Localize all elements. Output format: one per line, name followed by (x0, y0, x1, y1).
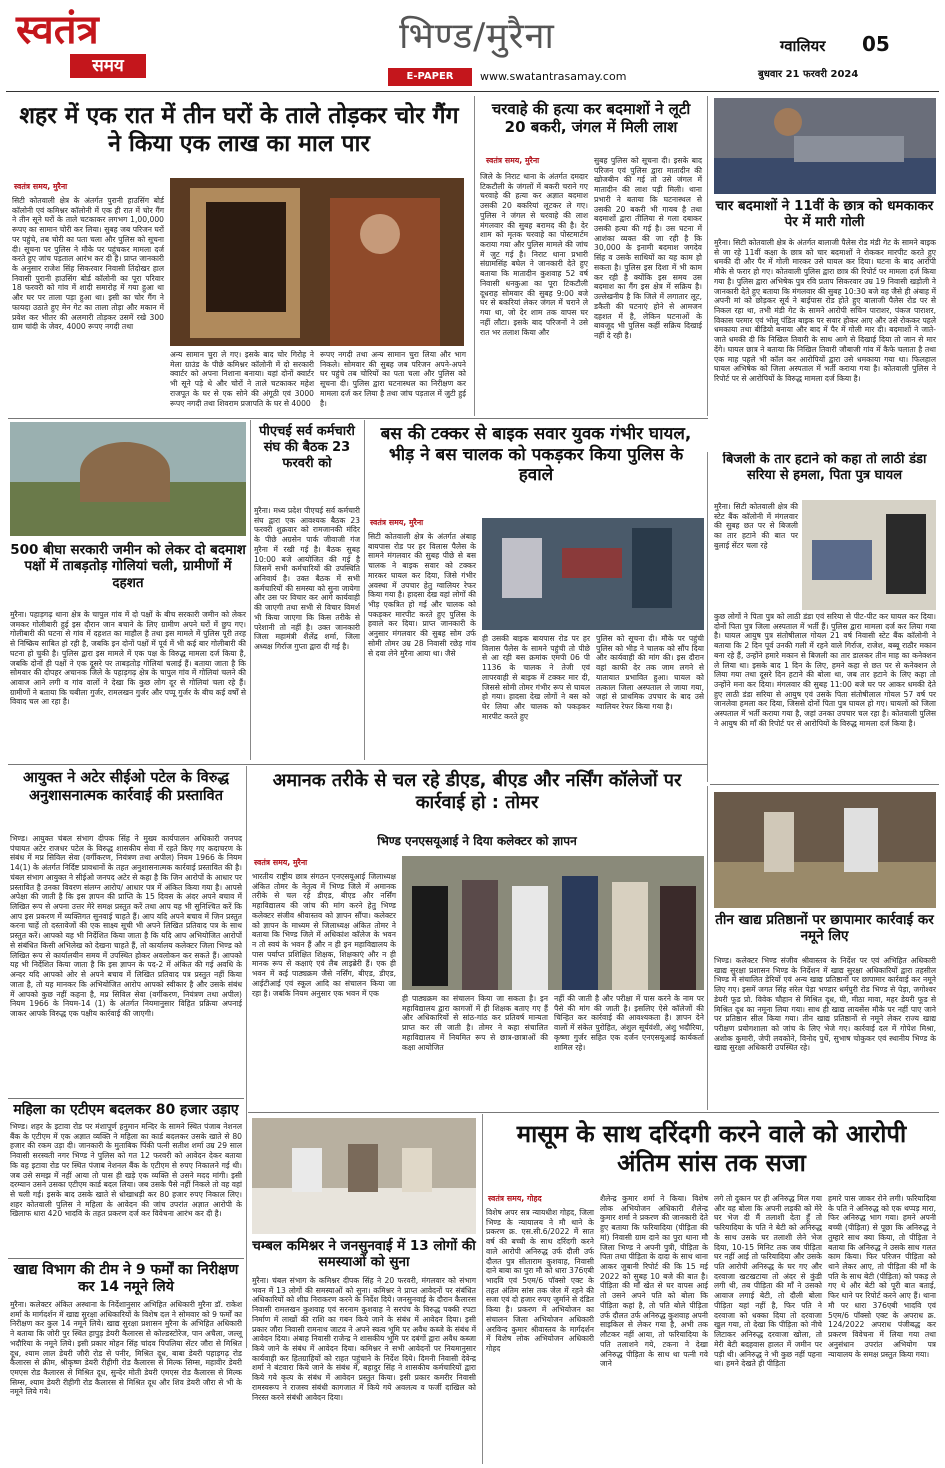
nsui-col-3: नहीं की जाती है और परीक्षा में पास करने के नाम पर पैसे की मांग की जाती है। इसलिए ऐसे कॉलेजों की चिन्हित कर कार्रवाई की आवश्यकता है। ज्ञापन देने वालों में संकेत पुरोहित, अंशुल सूर्यवंशी, अंशु भदौरिया, कृष्णा गुर्जर सहित एक दर्जन एनएसयूआई कार्यकर्ता शामिल रहे। (554, 994, 704, 1052)
headline-commissioner-hearing: चम्बल कमिश्नर ने जनसुनवाई में 13 लोगों की समस्याओं को सुना (252, 1238, 476, 1271)
story-commissioner-hearing (248, 1114, 480, 1464)
headline-food-firms: खाद्य विभाग की टीम ने 9 फर्मों का निरीक्षण कर 14 नमूने लिये (13, 1262, 239, 1296)
story-student-shot (710, 96, 939, 450)
land-firing-text: मुरैना। पहाड़गढ़ थाना क्षेत्र के चापुल गांव में दो पक्षों के बीच सरकारी जमीन को लेकर जमकर गोलीबारी हुई इस दौरान जान बचाने के लिए ग्रामीण अपने घरों में छुप गए। गोलीबारी की घटना से गांव में दहशत का माहौल है तथा इस मामले में पुलिस पूरी तरह से निष्क्रिय साबित हो रही है, जबकि इन दोनों पक्षों में पूर्व में भी कई बार गोलीबारी की घटना हो चुकी है। पुलिस द्वारा इस मामले में एक पक्ष के विरुद्ध मामला दर्ज किया है, जबकि दोनों ही पक्षों ने एक दूसरे पर ताबड़तोड़ गोलियां चलाई हैं। बताया जाता है कि सोमवार की दोपहर अचानक जिले के पहाड़गढ़ क्षेत्र के चापुल गांव में गोलियां चलने की आवाज आने लगी व गांव वालों ने देखा कि कुछ लोग दूर से गोलियां चला रहे हैं। ग्रामीणों ने बताया कि चबीला गुर्जर, रामलखन गुर्जर और पप्पू गुर्जर के बीच कई वर्षों से विवाद चल आ रहा है। (10, 610, 246, 707)
ceo-action-text: भिण्ड। आयुक्त चंबल संभाग दीपक सिंह ने मुख्य कार्यपालन अधिकारी जनपद पंचायत अटेर राजधर पटेल के विरुद्ध शासकीय सेवा में रहते किए गए कदाचरण के संबंध में मप्र सिविल सेवा (वर्गीकरण, नियंत्रण तथा अपील) नियम 1966 के नियम 14(1) के अंतर्गत निर्दिष्ट प्रावधानों के तहत अनुशासनात्मक कार्रवाई प्रस्तावित की है। चंबल संभाग आयुक्त ने सीईओ जनपद अटेर से कहा है कि जिन आरोपों के आधार पर प्रस्तावित है उनका विवरण संलग्न आरोप/ आधार पत्र में अंकित किया गया है। आपसे अपेक्षा की जाती है कि इस ज्ञापन की प्राप्ति के 15 दिवस के अंदर अपने बचाव में लिखित रूप से अपना उत्तर मेरे समक्ष प्रस्तुत करें तथा आप यह भी सुनिश्चित करें कि आप इस प्रकरण में व्यक्तिगत सुनवाई चाहते हैं। आप यदि अपने बचाव में जिन प्रस्तुत करना चाहें तो दस्तावेजों की एक साक्ष्य सूची भी अपने लिखित प्रतिवाद पत्र के साथ प्रस्तुत करें। आपको यह भी निर्देशित किया जाता है कि यदि आप अभियोजित आरोपों से संबंधित किसी अभिलेख को देखना चाहते हैं, तो कार्यालय कलेक्टर जिला भिण्ड को लिखित रूप से कार्यालयीन समय में उपस्थित होकर अवलोकन कर सकते हैं। आपको यह भी निर्देशित किया जाता है कि इस ज्ञापन के पद-2 में अंकित की गई अवधि के अन्दर यदि आपको ओर से अपने बचाव में लिखित प्रतिवाद पत्र प्रस्तुत नहीं किया जाता है, तो यह मानकर कि अभियोजित आरोप आपको स्वीकार है और उसके संबंध में आपको कुछ नहीं कहना है, मप्र सिविल सेवा (वर्गीकरण, नियंत्रण तथा अपील) नियम 1966 के नियम-14 (1) के अंतर्गत नियमानुसार विहित प्रक्रिया अपनाई जाकर आपके विरुद्ध एक पक्षीय कार्रवाई की जाएगी। (10, 834, 243, 1018)
nsui-col-1: भारतीय राष्ट्रीय छात्र संगठन एनएसयूआई जिलाध्यक्ष अंकित तोमर के नेतृत्व में भिण्ड जिले में अमानक तरीके से चल रहे डीएड, बीएड और नर्सिंग महाविद्यालय की जांच की मांग करने हेतु भिण्ड कलेक्टर संजीव श्रीवास्तव को ज्ञापन सौंपा। कलेक्टर को ज्ञापन के माध्यम से जिलाध्यक्ष अंकित तोमर ने बताया कि भिण्ड जिले में अधिकांश कॉलेज के भवन न तो स्वयं के भवन हैं और न ही इन महाविद्यालय के पास पर्याप्त प्रशिक्षित शिक्षक, शिक्षकाएं और न ही मानक रूप से कक्षाएं एवं लैब लाइब्रेरी हैं। एक ही भवन में कई पाठ्यक्रम जैसे नर्सिंग, बीएड, डीएड, आईटीआई एवं स्कूल आदि का संचालन किया जा रहा है। जबकि नियम अनुसार एक भवन में एक (252, 872, 396, 998)
bus-accident-col-1: सिटी कोतवाली क्षेत्र के अंतर्गत अंबाह बायपास रोड पर हर विलास पैलेस के सामने मंगलवार की सुबह पीछे से बस चालक ने बाइक सवार को टक्कर मारकर घायल कर दिया, जिसे गंभीर अवस्था में उपचार हेतु ग्वालियर रेफर किया गया है। हादसा देख वहां लोगों की भीड़ एकत्रित हो गई और चालक को पकड़कर मारपीट करते हुए पुलिस के हवाले कर दिया। प्राप्त जानकारी के अनुसार मंगलवार की सुबह सोम उर्फ सोमी तोमर उम्र 28 निवासी रछेड़ गांव से दवा लेने मुरैना आया था। जैसे (368, 532, 476, 658)
atm-fraud-text: भिण्ड। शहर के इटावा रोड पर मंशापूर्ण हनुमान मन्दिर के सामने स्थित पंजाब नेशनल बैंक के एटीएम में एक अज्ञात व्यक्ति ने महिला का कार्ड बदलकर उसके खाते से 80 हजार की रकम उड़ा दी। जानकारी के मुताबिक पिंकी पत्नी सतीश शर्मा उम्र 29 साल निवासी सरस्वती नगर भिण्ड ने पुलिस को गत 12 फरवरी को आवेदन देकर बताया कि वह इटावा रोड पर स्थित पंजाब नेशनल बैंक के एटीएम से रुपए निकालने गई थी। जब उसे समझ में नहीं आया तो पास ही खड़े एक व्यक्ति से उसने मदद मांगी। इसी दरम्यान उसने उसका एटीएम कार्ड बदल लिया। जब उसके पैसे नहीं निकले तो वह वहां से चली गई। इसके बाद उसके खाते से धोखाधड़ी कर 80 हजार रुपए निकाल लिए। शहर कोतवाली पुलिस ने महिला के आवेदन की जांच उपरांत अज्ञात आरोपी के खिलाफ धारा 420 भादवि के तहत प्रकरण दर्ज कर विवेचना आरंभ कर दी है। (10, 1122, 242, 1219)
byline: स्वतंत्र समय, मुरैना (486, 156, 540, 165)
story-ceo-action (8, 766, 244, 1096)
story-wire-assault (710, 452, 939, 782)
student-photo (714, 98, 936, 194)
food-raid-text: भिण्ड। कलेक्टर भिण्ड संजीव श्रीवास्तव के निर्देश पर एवं अभिहित अधिकारी खाद्य सुरक्षा प्रशासन भिण्ड के निर्देशन में खाद्य सुरक्षा अधिकारियों द्वारा तहसील भिण्ड में संचालित डेरियों एवं अन्य खाद्य प्रतिष्ठानों पर छापामार कार्रवाई कर नमूने लिए गए। इसमें जगत सिंह संरेल पेड़ा भण्डार धर्मपुरी रोड भिण्ड से पेड़ा, जगोश्वर डेयरी फूड प्रो. विवेक चौहान से मिश्रित दूध, घी, मीठा मावा, महर डेयरी फूड से मिश्रित दूध का नमूना लिया गया। साथ ही खाद्य लायसेंस मौके पर नहीं पाए जाने पर प्रतिष्ठान सील किया गया। तीन खाद्य प्रतिष्ठानों से नमूने लेकर राज्य खाद्य परीक्षण प्रयोगशाला को जांच के लिए भेजे गए। कार्रवाई दल में गोपेश मिश्रा, अशोक कुमारी, जेपी लवकोने, विनोद पुर्थे, सुभाष चोकुकर एवं स्थानीय भिण्ड के खाद्य सुरक्षा अधिकारी उपस्थित रहे। (714, 956, 936, 1053)
section-title-box (372, 8, 582, 66)
hearing-photo (252, 1118, 476, 1234)
headline-atm-fraud: महिला का एटीएम बदलकर 80 हजार उड़ाए (13, 1102, 239, 1118)
food-firms-text: मुरैना। कलेक्टर अंकित अस्थाना के निर्देशानुसार अभिहित अधिकारी मुरैना डॉ. राकेश शर्मा के मार्गदर्शन में खाद्य सुरक्षा अधिकारियों के विशेष दल ने सोमवार को 9 फर्मों का निरीक्षण कर कुल 14 नमूने लिये। खाद्य सुरक्षा प्रशासन मुरैना के अभिहित अधिकारी ने बताया कि जोरी पुर स्थित हापुड़ डेयरी कैलारस से कोल्डस्टोरेज, पान अचैला, जल्लू भदौरिया के नमूने लिये। इसी प्रकार मोहन सिंह चांदव पिपलिया सेंटर जौरा से मिश्रित दूध, श्याम लाल डेयरी जौरी रोड से पनीर, मिश्रित दूध, बाबा डेयरी पहाड़गढ़ रोड कैलारस से क्रीम, श्रीकृष्ण डेयरी रीहीगी रोड कैलारस से मिल्क सिम्स, महावीर डेयरी एमएस रोड कैलारस से मिश्रित दूध, सुन्देर मोती डेयरी एमएस रोड कैलारस से मिल्क सिम्स, श्याम डेयरी रीहीगी रोड कैलारस से मिश्रित दूध और शिव डेयरी जौरा से भी के नमूने लिये गये। (10, 1300, 242, 1397)
divider (707, 96, 708, 416)
byline: स्वतंत्र समय, मुरैना (254, 858, 308, 867)
divider (710, 784, 939, 785)
divider (8, 1258, 244, 1259)
land-photo (10, 422, 246, 536)
divider (482, 1114, 483, 1464)
headline-life-sentence: मासूम के साथ दरिंदगी करने वाले को आरोपी अंतिम सांस तक सजा (516, 1120, 907, 1178)
headline-nsui-colleges: अमानक तरीके से चल रहे डीएड, बीएड और नर्सिंग कॉलेजों पर कार्रवाई हो : तोमर (272, 770, 682, 813)
commissioner-hearing-text: मुरैना। चंबल संभाग के कमिश्नर दीपक सिंह ने 20 फरवरी, मंगलवार को संभाग भवन में 13 लोगों की समस्याओं को सुना। कमिश्नर ने प्राप्त आवेदनों पर संबंधित अधिकारियों को शीघ्र निराकरण करने के निर्देश दिये। जनसुनवाई के दौरान कैलारस निवासी रामलखन कुशवाह एवं सरनाम कुशवाह ने सरपंच के विरुद्ध पक्की रपटा निर्माण में लाखों की राशि का गबन किये जाने के संबंध में आवेदन दिया। इसी प्रकार जौरा निवासी रामनाथ जाटव ने अपने स्वत्व भूमि पर अवैध कब्जे के संबंध में आवेदन दिया। अंबाह निवासी राजेन्द्र ने शासकीय भूमि पर दबंगों द्वारा अवैध कब्जा किये जाने के संबंध में आवेदन दिया। कमिश्नर ने सभी आवेदनों पर नियमानुसार कार्यवाही कर हितग्राहियों को राहत पहुंचाने के निर्देश दिये। दिमनी निवासी देवेन्द्र शर्मा ने बंटवारा किये जाने के संबंध में, बहादुर सिंह ने शासकीय कर्मचारियों द्वारा किये गये कृत्य के संबंध में आवेदन प्रस्तुत किया। इसी प्रकार कमरीर निवासी रामस्वरूप ने राजस्व संबंधी कागजात में किये गये अवलत्य व फर्जी दाखिल को निरस्त करने संबंधी आवेदन दिया। (252, 1276, 476, 1402)
headline-food-raid: तीन खाद्य प्रतिष्ठानों पर छापामार कार्रवाई कर नमूने लिए (715, 912, 934, 945)
story-shepherd (478, 96, 704, 416)
bus-accident-photo (482, 518, 704, 630)
byline: स्वतंत्र समय, मुरैना (370, 518, 424, 527)
story-bus-accident (366, 420, 706, 760)
divider (474, 96, 475, 416)
phe-meeting-text: मुरैना। मध्य प्रदेश पीएचई सर्व कर्मचारी संघ द्वारा एक आवश्यक बैठक 23 फरवरी शुक्रवार को रामजानकी मंदिर के पीछे अग्रसेन पार्क जीवाजी गंज मुरैना में रखी गई है। बैठक सुबह 10:00 बजे आयोजित की गई है जिसमें सभी कर्मचारियों की उपस्थिति अनिवार्य है। उक्त बैठक में सभी कर्मचारियों की समस्या को सुना जायेगा और उस पर विचार कर आगे कार्यवाही की जाएगी तथा सभी से विचार विमर्श भी किया जाएगा कि किस तरीके से परेशानी तो नहीं है। उक्त जानकारी जिला महामंत्री शैलेंद्र शर्मा, जिला अध्यक्ष गिर्राज गुप्ता द्वारा दी गई है। (254, 506, 360, 652)
bus-accident-col-3: पुलिस को सूचना दी। मौके पर पहुंची पुलिस को भीड़ ने चालक को सौंप दिया और कार्यवाही की मांग की। इस दौरान वहां काफी देर तक जाम लगने से यातायात प्रभावित हुआ। घायल को तत्काल जिला अस्पताल ले जाया गया, जहां से प्राथमिक उपचार के बाद उसे ग्वालियर रेफर किया गया है। (596, 634, 704, 712)
section-title: भिण्ड/मुरैना (399, 16, 555, 57)
life-sentence-col-1: विशेष अपर सत्र न्यायधीश गोहद, जिला भिण्ड के न्यायालय ने मौ थाने के प्रकरण क्र. एस.सी.6/2022 में सात वर्ष की बच्ची के साथ दरिंदगी करने वाले आरोपी अनिरुद्ध उर्फ दौली उर्फ दौलत पुत्र सीताराम कुशवाह, निवासी दाने बाबा का पुरा मौ को धारा 376एबी भादवि एवं 5एम/6 पॉक्सो एक्ट के तहत अंतिम सांस तक जेल में रहने की सजा एवं दो हजार रुपए जुर्माने से दंडित किया है। प्रकरण में अभियोजन का संचालन जिला अभियोजन अधिकारी अरविन्द कुमार श्रीवास्तव के मार्गदर्शन में विशेष लोक अभियोजन अधिकारी गोहद (486, 1208, 594, 1354)
divider (250, 420, 251, 760)
story-burglary (8, 96, 470, 416)
burglary-photo (170, 178, 464, 346)
edition-box (750, 30, 930, 88)
divider (707, 786, 708, 1110)
subhead-nsui-colleges: भिण्ड एनएसयूआई ने दिया कलेक्टर को ज्ञापन (377, 834, 577, 848)
headline-student-shot: चार बदमाशों ने 11वीं के छात्र को धमकाकर पेर में मारी गोली (715, 198, 934, 231)
epaper-badge: E-PAPER (388, 68, 472, 86)
student-shot-text: मुरैना। सिटी कोतवाली क्षेत्र के अंतर्गत बालाजी पैलेस रोड मंडी गेट के सामने बाइक से जा रहे 11वीं कक्षा के छात्र को चार बदमाशों ने रोककर मारपीट करते हुए धमकी दी और पैर में गोली मारकर उसे घायल कर दिया। घटना के बाद आरोपी मौके से फरार हो गए। कोतवाली पुलिस द्वारा छात्र की रिपोर्ट पर मामला दर्ज किया गया है। पुलिस द्वारा अभिषेक पुत्र रवि प्रताप सिकरवार उम्र 19 निवासी खड़ोली ने जानकारी देते हुए बताया कि मंगलवार की सुबह 10:30 बजे वह जैसे ही अंबाह में अपनी मां को छोड़कर सूर्य ने बाईपास रोड होते हुए बालाजी पैलेस रोड पर से निकल रहा था, तभी मंडी गेट के सामने आरोपी सचिन पाराशर, पंकज पाराशर, विकास परमार एवं भोलू पंडित बाइक पर सवार होकर आए और उसे रोककर पहले धमकाया तथा बीडियो बनाया और बाद में पैर में गोली मार दी। बदमाशों ने जाते-जाते धमकी दी कि निखिल तिवारी के साथ आगे से दिखाई दिया तो जान से मार देंगे। घायल छात्र ने बताया कि निखिल तिवारी जौबाजी गांव में कैफे चलाता है तथा एक माह पहले भी कॉल कर आरोपियों द्वारा उसे धमकाया गया था। फिलहाल घायल अभिषेक को जिला अस्पताल में भर्ती कराया गया है। कोतवाली पुलिस ने रिपोर्ट पर से आरोपियों के विरुद्ध मामला दर्ज किया है। (714, 238, 936, 384)
headline-burglary: शहर में एक रात में तीन घरों के ताले तोड़कर चोर गैंग ने किया एक लाख का माल पार (19, 103, 459, 158)
shepherd-col-1: जिले के निराट थाना के अंतर्गत दमदार टिकटौली के जंगलों में बकरी चराने गए चरवाहे की हत्या कर अज्ञात बदमाश उसकी 20 बकरियां लूटकर ले गए। पुलिस ने जंगल से चरवाहे की लाश मंगलवार की सुबह बरामद की है। देर शाम को मृतक चरवाहे का पोस्टमार्टम कराया गया और पुलिस मामले की जांच में जुट गई है। निराट थाना प्रभारी संग्रामसिंह बघेल ने जानकारी देते हुए बताया कि मातादीन कुशवाह 52 वर्ष निवासी धनकुआ का पूरा टिकटौली दूधराह सोमवार की सुबह 9:00 बजे घर से बकरियां लेकर जंगल में चराने ले गया था, जो देर शाम तक वापस घर नहीं लौटा। इसके बाद परिजनों ने उसे रात भर तलाश किया और (480, 172, 588, 337)
life-sentence-col-2: शैलेन्द्र कुमार शर्मा ने किया। विशेष लोक अभियोजन अधिकारी शैलेन्द्र कुमार शर्मा ने प्रकरण की जानकारी देते हुए बताया कि फरियादिया (पीड़िता की मां) निवासी ग्राम दाने का पुरा थाना मौ जिला भिण्ड ने अपनी पुत्री, पीड़िता के पिता तथा पीड़िता के दादा के साथ थाना आकर जुबानी रिपोर्ट की कि 15 मई 2022 को सुबह 10 बजे की बात है। पीड़िता की माँ खेत से घर वापस आई तो उसने अपने पति को बोला कि पीड़िता कहां है, तो पति बोले पीड़िता उर्फ दौलत उर्फ अनिरुद्ध कुशवाह अपनी साइकिल से लेकर गया है, अभी तक लौटकर नहीं आया, तो फरियादिया के पति तलाशने गये, टकना ने देखा अनिरुद्ध पीड़िता के साथ था पत्नी गवे जाने (600, 1194, 708, 1369)
headline-phe-meeting: पीएचई सर्व कर्मचारी संघ की बैठक 23 फरवरी को (259, 424, 355, 471)
divider (8, 764, 708, 765)
headline-wire-assault: बिजली के तार हटाने को कहा तो लाठी डंडा सरिया से हमला, पिता पुत्र घायल (722, 452, 927, 483)
bus-accident-col-2: ही उसकी बाइक बायपास रोड पर हर विलास पैलेस के सामने पहुंची तो पीछे से आ रही बस क्रमांक एमपी 06 पी 1136 के चालक ने तेजी एवं लापरवाही से बाइक में टक्कर मार दी, जिससे सोमी तोमर गंभीर रूप से घायल हो गया। हादसा देख लोगों ने बस को घेर लिया और चालक को पकड़कर मारपीट करते हुए (482, 634, 590, 721)
burglary-col-1: सिटी कोतवाली क्षेत्र के अंतर्गत पुरानी हाउसिंग बोर्ड कॉलोनी एवं कमिश्नर कॉलोनी में एक ही रात में चोर गैंग ने तीन सूने घरों के ताले चटकाकर लगभग 1,00,000 रूपए का सामान चोरी कर लिया। सुबह जब परिजन घरों पर पहुंचे, तब चोरी का पता चला और पुलिस को सूचना दी। सूचना पर पुलिस ने मौके पर पहुंचकर मामला दर्ज करते हुए जांच पड़ताल आरंभ कर दी है। प्राप्त जानकारी के अनुसार राजेश सिंह सिकरवार निवासी तिंदोखर हाल निवासी पुरानी हाउसिंग बोर्ड कॉलोनी का पूरा परिवार 18 फरवरी को गांव में शादी समारोह में गया हुआ था और घर पर ताला पड़ा हुआ था। इसी का चोर गैंग ने फायदा उठाते हुए मेन गेट का ताला तोड़ा और मकान में प्रवेश कर भीतर की अलमारी तोड़कर उसमें रखे 300 ग्राम चांदी के जेवर, 4000 रूपए नगदी तथा (12, 196, 164, 332)
wire-assault-photo (802, 500, 936, 610)
site-url[interactable]: www.swatantrasamay.com (480, 70, 627, 83)
divider (8, 1098, 244, 1099)
masthead-rule (6, 91, 939, 92)
nsui-photo (402, 856, 704, 990)
headline-land-firing: 500 बीघा सरकारी जमीन को लेकर दो बदमाश पक्षों में ताबड़तोड़ गोलियां चली, ग्रामीणों में दहशत (10, 542, 246, 591)
divider (8, 418, 708, 419)
shepherd-col-2: सुबह पुलिस को सूचना दी। इसके बाद परिजन एवं पुलिस द्वारा मातादीन की खोजबीन की गई तो उसे जंगल में मातादीन की लाश पड़ी मिली। थाना प्रभारी ने बताया कि घटनास्थल से उसकी 20 बकरी भी गायब है तथा बदमाशों द्वारा तीलिया से गला दबाकर उसकी हत्या की गई है। उस घटना में आशंका व्यक्त की जा रही है कि 30,000 के इनामी बदमाश जगदेव सिंह व उसके साथियों का यह काम हो सकता है। पुलिस इस दिशा में भी काम कर रही है क्योंकि इस समय उस बदमाश का गैंग इस क्षेत्र में सक्रिय है। उल्लेखनीय है कि जिले में लगातार लूट, डकैती की घटनाएं होने से आमजन दहशत में है, लेकिन घटनाओं के बावजूद भी पुलिस कहीं सक्रिय दिखाई नहीं दे रही है। (594, 156, 702, 340)
nsui-col-2: ही पाठ्यक्रम का संचालन किया जा सकता है। इन महाविद्यालय द्वारा कागजों में ही शिक्षक बताए गए हैं और अधिकारियों से सांठ-गांठ कर प्रतिवर्ष मान्यता प्राप्त कर ली जाती है। तोमर ने कहा संचालित महाविद्यालय में नियमित रूप से छात्र-छात्राओं की कक्षा आयोजित (402, 994, 548, 1052)
edition-city: ग्वालियर (780, 37, 826, 55)
logo-top-text: स्वतंत्र (16, 7, 99, 53)
wire-assault-col-2: कुछ लोगों ने पिता पुत्र को लाठी डंडा एवं सरिया से पीट-पीट कर घायल कर दिया। दोनों पिता पुत्र जिला अस्पताल में भर्ती हैं। पुलिस द्वारा मामला दर्ज कर लिया गया है। घायल आयुष पुत्र संतोषीलाल गोयल 21 वर्ष निवासी स्टेट बैंक कॉलोनी ने बताया कि 2 दिन पूर्व उनकी गली में रहने वाले गिर्राज, राजेश, बब्बू राठौर मकान बना रहे हैं, उन्होंने हमारे मकान से बिजली का तार डालकर तीन माह का कनेक्शन ले लिया था। इसके बाद 1 दिन के लिए, हमने कहा से छत पर से कनेक्शन ले लिया गया तथा दूसरे दिन हटाने की बोला था, जब तार हटाने के लिए कहा तो उन्होंने मना कर दिया। मंगलवार की सुबह 11:00 बजे घर पर आकर धमकी देते हुए लाठी डंडा सरिया से आयुष एवं उसके पिता संतोषीलाल गोयल 57 वर्ष पर जानलेवा हमला कर दिया, जिससे दोनों पिता पुत्र घायल हो गए। घायलों को जिला अस्पताल में भर्ती कराया गया है, जहां उनका उपचार चल रहा है। कोतवाली पुलिस ने आयुष की माँ की रिपोर्ट पर से आरोपियों के विरुद्ध मामला दर्ज किया है। (714, 612, 936, 728)
life-sentence-col-3: लगे तो दुकान पर ही अनिरुद्ध मिल गया और वह बोला कि अपनी लड़की को मेरे घर भेज दी मैं तलाशी देता हूँ तो फरियादिया के पति ने बेटी को अनिरुद्ध के साथ उसके घर तलाशी लेने भेज दिया, 10-15 मिनिट तक जब पीड़िता घर नहीं आई तो फरियादिया और उसके पति आरोपी अनिरुद्ध के घर गए और दरवाजा खटखटाया तो अंदर से कुंडी लगी थी, तब पीड़िता की माँ ने उसको आवाज लगाई बेटी, तो दौली बोला पीड़िता यहां नहीं है, फिर पति ने दरवाजा को धक्का दिया तो दरवाजा खुल गया, तो देखा कि पीड़िता को नीचे लिटाकर अनिरुद्ध दरवाजा खोला, तो मेरी बेटी बदहवास हालत में जमीन पर पड़ी थी। अनिरुद्ध ने भी कुछ नहीं पहना था। हमने देखते ही पीड़िता (714, 1194, 822, 1369)
edition-date: बुधवार 21 फरवरी 2024 (758, 69, 859, 80)
story-food-raid (710, 786, 939, 1110)
story-nsui-colleges (248, 766, 706, 1110)
masthead (0, 0, 945, 92)
life-sentence-col-4: हमारे पास जाकर रोने लगी। फरियादिया के पति ने अनिरुद्ध को एक थप्पड़ मारा, फिर अनिरुद्ध भाग गया। हमने अपनी बच्ची (पीड़िता) से पूछा कि अनिरुद्ध ने तुम्हारे साथ क्या किया, तो पीड़िता ने बताया कि अनिरुद्ध ने उसके साथ गलत काम किया। फिर परिजन पीड़िता को थाने लेकर आए, तो पीड़िता की माँ के पति के साथ बेटी (पीड़िता) को पकड़ ले गए थे और बेटी को पूरी बात बताई, फिर थाने पर रिपोर्ट करने आए हैं। थाना मौ पर धारा 376एबी भादवि एवं 5एम/6 पॉक्सो एक्ट के अपराध क्र. 124/2022 अपराध पंजीबद्ध कर प्रकरण विवेचना में लिया गया तथा अनुसंधान उपरांत अभियोग पत्र न्यायालय के समक्ष प्रस्तुत किया गया। (828, 1194, 936, 1359)
byline: स्वतंत्र समय, मुरैना (14, 182, 68, 191)
story-phe-meeting (252, 420, 362, 760)
food-raid-photo (714, 792, 936, 908)
wire-assault-col-1: मुरैना। सिटी कोतवाली क्षेत्र की स्टेट बैंक कॉलोनी में मंगलवार की सुबह छत पर से बिजली का तार हटाने की बात पर बुलाई सेंटर चला रहे (714, 502, 798, 550)
headline-ceo-action: आयुक्त ने अटेर सीईओ पटेल के विरुद्ध अनुशासनात्मक कार्रवाई की प्रस्तावित (22, 770, 229, 804)
headline-bus-accident: बस की टक्कर से बाइक सवार युवक गंभीर घायल, भीड़ ने बस चालक को पकड़कर किया पुलिस के हवाले (380, 424, 692, 486)
burglary-col-3: रूपए नगदी तथा अन्य सामान चुरा लिया और भाग निकले। सोमवार की सुबह जब परिजन अपने-अपने घर पहुंचे तब चोरियों का पता चला और पुलिस को सूचना दी। पुलिस द्वारा घटनास्थल का निरीक्षण कर मामला दर्ज कर लिया है तथा जांच पड़ताल में जुटी हुई है। (320, 350, 466, 408)
divider (707, 452, 708, 782)
divider (364, 420, 365, 760)
story-life-sentence (484, 1114, 939, 1464)
logo (14, 6, 164, 80)
page-number: 05 (862, 32, 890, 56)
story-atm-fraud (8, 1100, 244, 1258)
headline-shepherd: चरवाहे की हत्या कर बदमाशों ने लूटी 20 बकरी, जंगल में मिली लाश (491, 100, 691, 137)
story-land-firing (8, 420, 248, 760)
burglary-col-2: अन्य सामान चुरा ले गए। इसके बाद चोर गिरोह ने मेला ग्राउंड के पीछे कमिश्नर कॉलोनी में दो सरकारी क्वार्टर को अपना निशाना बनाया। यहां दोनों क्वार्टर भी सूने पड़े थे और चोरों ने ताले चटकाकर महेश राजपूत के घर से एक सोने की अंगूठी एवं 3000 रूपए नगदी तथा शिवराम प्रजापति के घर से 4000 (170, 350, 314, 408)
logo-bottom-text: समय (70, 54, 146, 78)
story-food-firms (8, 1260, 244, 1464)
byline: स्वतंत्र समय, गोहद (488, 1194, 542, 1203)
divider (246, 766, 247, 1348)
divider (248, 1112, 939, 1113)
epaper-bar (388, 68, 708, 86)
